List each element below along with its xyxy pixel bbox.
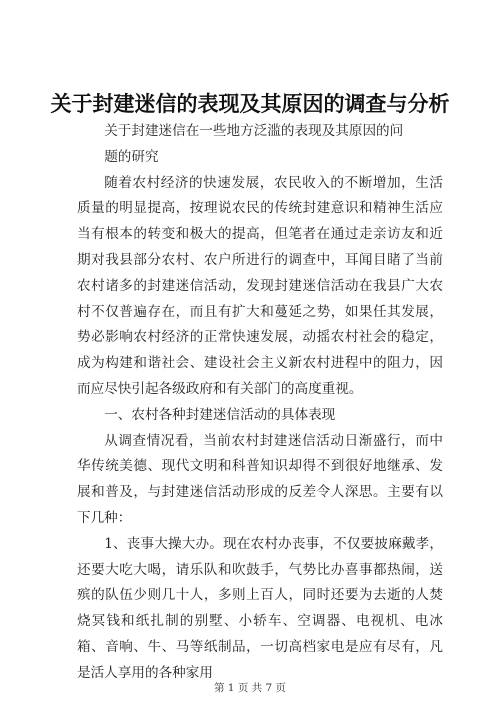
page-footer: 第 1 页 共 7 页 bbox=[213, 682, 287, 694]
paragraph-overview: 从调查情况看，当前农村封建迷信活动日渐盛行，而中华传统美德、现代文明和科普知识却得不到很好地继承、发展和普及，与封建迷信活动形成的反差令人深思。主要有以下几种： bbox=[77, 432, 443, 526]
paragraph-intro: 随着农村经济的快速发展，农民收入的不断增加，生活质量的明显提高，按理说农民的传统封建意识和精神生活应当有根本的转变和极大的提高，但笔者在通过走亲访友和近期对我县部分农村、农户所进行的调查中，耳闻目睹了当前农村诸多的封建迷信活动，发现封建迷信活动在我县广大农村不仅普遍存在，而且有扩大和蔓延之势，如果任其发展，势必影响农村经济的正常快速发展，动摇农村社会的稳定，成为构建和谐社会、建设社会主义新农村进程中的阻力，因而应尽快引起各级政府和有关部门的高度重视。 bbox=[77, 174, 443, 397]
document-body bbox=[77, 119, 443, 687]
subtitle-line-1: 关于封建迷信在一些地方泛滥的表现及其原因的问 bbox=[104, 123, 404, 139]
subtitle-line-2: 题的研究 bbox=[104, 148, 159, 165]
paragraph-item-1: 1、丧事大操大办。现在农村办丧事，不仅要披麻戴孝，还要大吃大喝，请乐队和吹鼓手，气势比办喜事都热闹，送殡的队伍少则几十人，多则上百人，同时还要为去逝的人焚烧冥钱和纸扎制的别墅、小轿车、空调器、电视机、电冰箱、音响、牛、马等纸制品，一切高档家电是应有尽有，凡是活人享用的各种家用 bbox=[77, 535, 443, 681]
document-title: 关于封建迷信的表现及其原因的调查与分析 bbox=[50, 91, 450, 116]
section-heading: 一、农村各种封建迷信活动的具体表现 bbox=[104, 406, 336, 423]
